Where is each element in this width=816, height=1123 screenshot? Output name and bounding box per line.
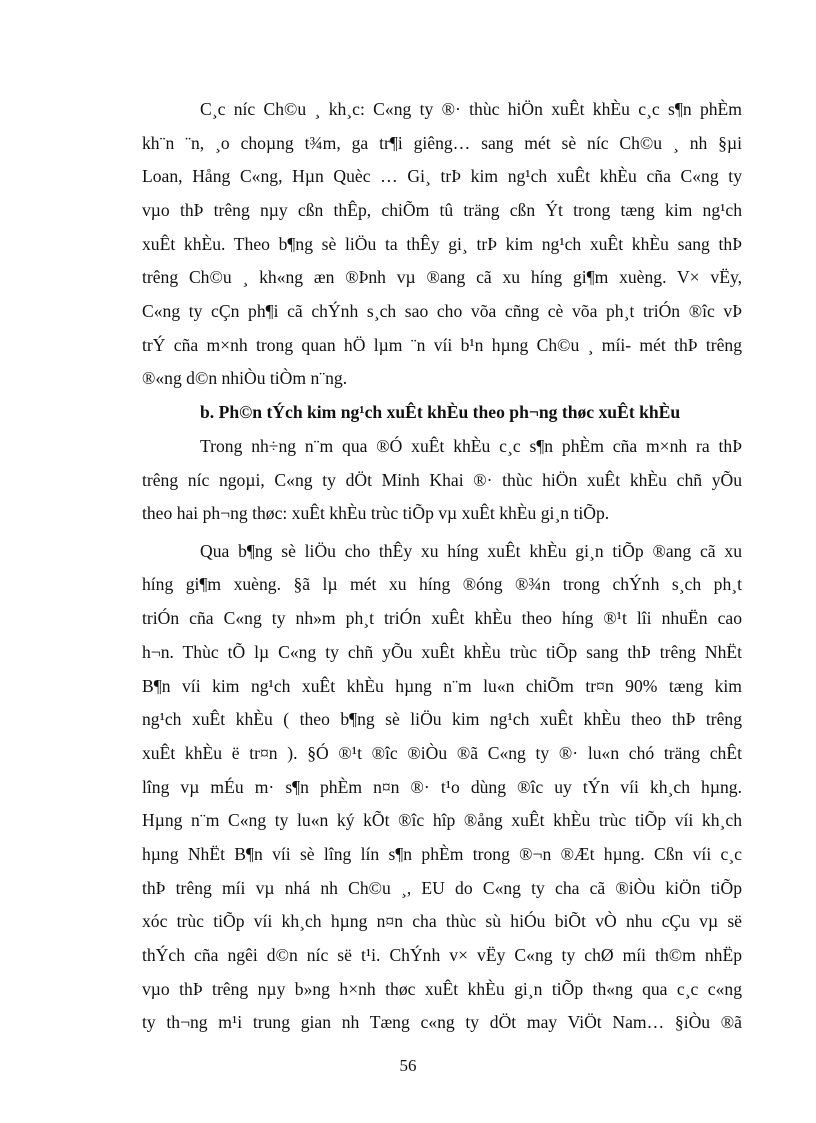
text-line: vµo thÞ trêng nµy b»ng h×nh thøc xuÊt khÈu gi¸n tiÕp th«ng qua c¸c c«ng — [142, 979, 742, 999]
text-line: Qua b¶ng sè liÖu cho thÊy xu híng xuÊt khÈu gi¸n tiÕp ®ang cã xu — [200, 541, 742, 561]
text-line: Loan, Hång C«ng, Hµn Quèc … Gi¸ trÞ kim ng¹ch xuÊt khÈu cña C«ng ty — [142, 166, 742, 186]
text-line: h¬n. Thùc tÕ lµ C«ng ty chñ yÕu xuÊt khÈu trùc tiÕp sang thÞ trêng NhËt — [142, 642, 742, 662]
text-line: trêng níc ngoµi, C«ng ty dÖt Minh Khai ®· thùc hiÖn xuÊt khÈu chñ yÕu — [142, 470, 742, 490]
text-line: thÞ trêng míi vµ nhá nh Ch©u ¸, EU do C«ng ty cha cã ®iÒu kiÖn tiÕp — [142, 878, 742, 898]
text-line: ng¹ch xuÊt khÈu ( theo b¶ng sè liÖu kim ng¹ch xuÊt khÈu theo thÞ trêng — [142, 709, 742, 729]
text-line: xuÊt khÈu. Theo b¶ng sè liÖu ta thÊy gi¸ trÞ kim ng¹ch xuÊt khÈu sang thÞ — [142, 234, 742, 254]
text-line: thÝch cña ngêi d©n níc së t¹i. ChÝnh v× vËy C«ng ty chØ míi th©m nhËp — [142, 945, 742, 965]
text-line: xuÊt khÈu ë tr¤n ). §Ó ®¹t ®îc ®iÒu ®ã C«ng ty ®· lu«n chó träng chÊt — [142, 743, 742, 763]
text-line: ty th¬ng m¹i trung gian nh Tæng c«ng ty dÖt may ViÖt Nam… §iÒu ®ã — [142, 1012, 742, 1032]
text-line: xóc trùc tiÕp víi kh¸ch hµng n¤n cha thùc sù hiÓu biÕt vÒ nhu cÇu vµ së — [142, 911, 742, 931]
text-line: trêng Ch©u ¸ kh«ng æn ®Þnh vµ ®ang cã xu híng gi¶m xuèng. V× vËy, — [142, 267, 742, 287]
text-line: vµo thÞ trêng nµy cßn thÊp, chiÕm tû träng cßn Ýt trong tæng kim ng¹ch — [142, 200, 742, 220]
text-line: lîng vµ mÉu m· s¶n phÈm n¤n ®· t¹o dùng ®îc uy tÝn víi kh¸ch hµng. — [142, 777, 742, 797]
text-line: Trong nh÷ng n¨m qua ®Ó xuÊt khÈu c¸c s¶n phÈm cña m×nh ra thÞ — [200, 436, 742, 456]
text-line: theo hai ph¬ng thøc: xuÊt khÈu trùc tiÕp vµ xuÊt khÈu gi¸n tiÕp. — [142, 503, 610, 523]
text-line: híng gi¶m xuèng. §ã lµ mét xu híng ®óng ®¾n trong chÝnh s¸ch ph¸t — [142, 574, 742, 594]
text-line: C¸c níc Ch©u ¸ kh¸c: C«ng ty ®· thùc hiÖn xuÊt khÈu c¸c s¶n phÈm — [200, 99, 742, 119]
text-line: C«ng ty cÇn ph¶i cã chÝnh s¸ch sao cho võa cñng cè võa ph¸t triÓn ®îc vÞ — [142, 301, 742, 321]
text-line: triÓn cña C«ng ty nh»m ph¸t triÓn xuÊt khÈu theo híng ®¹t lîi nhuËn cao — [142, 608, 742, 628]
text-line: ®«ng d©n nhiÒu tiÒm n¨ng. — [142, 368, 348, 388]
section-heading: b. Ph©n tÝch kim ng¹ch xuÊt khÈu theo ph¬ng thøc xuÊt khÈu — [200, 402, 681, 422]
text-line: B¶n víi kim ng¹ch xuÊt khÈu hµng n¨m lu«n chiÕm tr¤n 90% tæng kim — [142, 676, 742, 696]
text-line: kh¨n ¨n, ¸o choµng t¾m, ga tr¶i giêng… sang mét sè níc Ch©u ¸ nh §µi — [142, 133, 742, 153]
page-number: 56 — [399, 1056, 417, 1075]
text-line: hµng NhËt B¶n víi sè lîng lín s¶n phÈm trong ®¬n ®Æt hµng. Cßn víi c¸c — [142, 844, 742, 864]
text-line: trÝ cña m×nh trong quan hÖ lµm ¨n víi b¹n hµng Ch©u ¸ míi- mét thÞ trêng — [142, 335, 742, 355]
text-line: Hµng n¨m C«ng ty lu«n ký kÕt ®îc hîp ®ång xuÊt khÈu trùc tiÕp víi kh¸ch — [142, 810, 742, 830]
